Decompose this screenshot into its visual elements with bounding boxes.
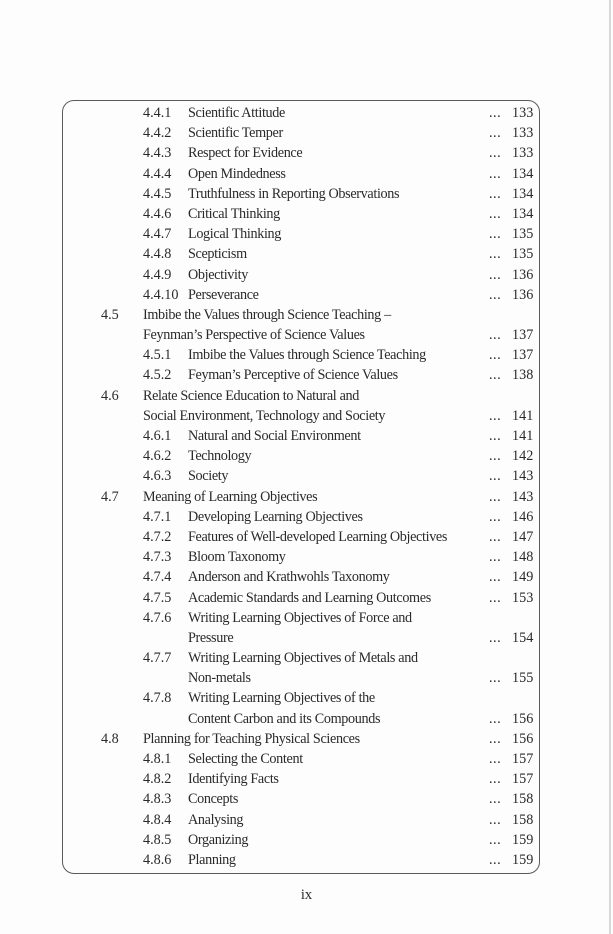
page-reference: 134: [512, 165, 534, 182]
section-title: Critical Thinking: [188, 205, 280, 222]
section-number: 4.4.2: [143, 125, 172, 142]
dot-leader: ...: [489, 670, 502, 687]
section-title: Technology: [188, 448, 252, 465]
section-number: 4.7.6: [143, 609, 172, 626]
toc-entry: [0, 386, 613, 406]
toc-entry: [0, 325, 613, 345]
section-title: Scientific Attitude: [188, 105, 285, 121]
dot-leader: ...: [489, 367, 502, 384]
section-number: 4.4.6: [143, 205, 172, 222]
page-reference: 135: [512, 226, 534, 243]
dot-leader: ...: [489, 145, 502, 162]
section-title: Social Environment, Technology and Society: [143, 407, 386, 424]
section-number: 4.7.5: [143, 589, 172, 606]
toc-entry: [0, 305, 613, 325]
section-title: Feyman’s Perceptive of Science Values: [188, 367, 398, 384]
section-title: Selecting the Content: [188, 751, 303, 767]
section-number: 4.7.1: [143, 508, 172, 525]
toc-entry: [0, 850, 613, 870]
section-title: Society: [188, 468, 229, 485]
dot-leader: ...: [489, 246, 502, 263]
page-reference: 133: [512, 145, 534, 162]
toc-entry: [0, 204, 613, 224]
toc-entry: [0, 224, 613, 244]
toc-entry: [0, 527, 613, 547]
toc-entry: [0, 688, 613, 708]
dot-leader: ...: [489, 549, 502, 566]
toc-entry: [0, 567, 613, 587]
dot-leader: ...: [489, 286, 502, 303]
section-title: Meaning of Learning Objectives: [143, 488, 318, 505]
page-reference: 153: [512, 589, 534, 606]
toc-entry: [0, 668, 613, 688]
section-title: Imbibe the Values through Science Teaching –: [143, 306, 391, 323]
dot-leader: ...: [489, 327, 502, 344]
dot-leader: ...: [489, 569, 502, 586]
section-number: 4.4.1: [143, 105, 172, 121]
section-title: Logical Thinking: [188, 226, 282, 243]
toc-entry: [0, 789, 613, 809]
section-title: Developing Learning Objectives: [188, 508, 363, 525]
dot-leader: ...: [489, 629, 502, 646]
dot-leader: ...: [489, 528, 502, 545]
section-title: Imbibe the Values through Science Teaching: [188, 347, 426, 364]
section-number: 4.4.3: [143, 145, 172, 162]
toc-entry: [0, 810, 613, 830]
section-number: 4.6.3: [143, 468, 172, 485]
toc-entry: [0, 830, 613, 850]
page-number-footer: ix: [300, 887, 313, 903]
section-title: Relate Science Education to Natural and: [143, 387, 360, 404]
toc-entry: [0, 709, 613, 729]
page-reference: 138: [512, 367, 534, 384]
section-number: 4.5.2: [143, 367, 172, 384]
section-number: 4.8.5: [143, 831, 172, 848]
toc-entry: [0, 487, 613, 507]
page-reference: 158: [512, 791, 534, 808]
page-reference: 143: [512, 468, 534, 485]
section-title: Writing Learning Objectives of the: [188, 690, 375, 707]
toc-entry: [0, 466, 613, 486]
page-reference: 154: [512, 629, 534, 646]
toc-entry: [0, 769, 613, 789]
section-title: Planning: [188, 851, 236, 868]
dot-leader: ...: [489, 407, 502, 424]
page-reference: 146: [512, 508, 534, 525]
page-reference: 149: [512, 569, 534, 586]
dot-leader: ...: [489, 811, 502, 828]
toc-entry: [0, 628, 613, 648]
section-number: 4.5.1: [143, 347, 172, 364]
section-title: Planning for Teaching Physical Sciences: [143, 730, 360, 747]
section-number: 4.7.4: [143, 569, 172, 586]
section-title: Organizing: [188, 831, 249, 848]
section-number: 4.6.1: [143, 428, 172, 444]
page-reference: 137: [512, 347, 534, 364]
dot-leader: ...: [489, 226, 502, 243]
section-number: 4.4.8: [143, 246, 172, 263]
toc-entry: [0, 446, 613, 466]
dot-leader: ...: [489, 125, 502, 142]
toc-entry: [0, 184, 613, 204]
section-number: 4.7.3: [143, 549, 172, 566]
section-number: 4.4.7: [143, 226, 172, 243]
section-title: Feynman’s Perspective of Science Values: [143, 327, 365, 344]
dot-leader: ...: [489, 831, 502, 848]
toc-entry: [0, 365, 613, 385]
dot-leader: ...: [489, 468, 502, 485]
dot-leader: ...: [489, 751, 502, 767]
section-number: 4.8.1: [143, 751, 172, 767]
toc-entry: [0, 648, 613, 668]
toc-entry: [0, 285, 613, 305]
page-reference: 141: [512, 407, 534, 424]
section-title: Non-metals: [188, 670, 251, 687]
dot-leader: ...: [489, 205, 502, 222]
page-reference: 159: [512, 831, 534, 848]
page-reference: 147: [512, 528, 534, 545]
dot-leader: ...: [489, 165, 502, 182]
section-number: 4.8.4: [143, 811, 172, 828]
section-number: 4.8: [101, 730, 119, 747]
toc-entry: [0, 143, 613, 163]
section-title: Perseverance: [188, 286, 259, 303]
page-reference: 156: [512, 710, 534, 727]
section-title: Natural and Social Environment: [188, 428, 361, 444]
toc-entry: [0, 265, 613, 285]
section-title: Pressure: [188, 629, 234, 646]
page-reference: 135: [512, 246, 534, 263]
dot-leader: ...: [489, 851, 502, 868]
toc-entry: [0, 244, 613, 264]
page-reference: 134: [512, 205, 534, 222]
page-reference: 148: [512, 549, 534, 566]
page-reference: 159: [512, 851, 534, 868]
section-title: Respect for Evidence: [188, 145, 303, 162]
section-number: 4.6.2: [143, 448, 172, 465]
toc-entry: [0, 345, 613, 365]
section-title: Concepts: [188, 791, 239, 808]
section-number: 4.4.9: [143, 266, 172, 283]
dot-leader: ...: [489, 730, 502, 747]
section-title: Scientific Temper: [188, 125, 283, 142]
section-title: Writing Learning Objectives of Metals and: [188, 650, 418, 667]
dot-leader: ...: [489, 791, 502, 808]
section-title: Bloom Taxonomy: [188, 549, 286, 566]
dot-leader: ...: [489, 347, 502, 364]
section-number: 4.7.8: [143, 690, 172, 707]
page-reference: 156: [512, 730, 534, 747]
section-number: 4.7.2: [143, 528, 172, 545]
table-of-contents: [0, 103, 613, 870]
section-title: Features of Well-developed Learning Objectives: [188, 528, 448, 545]
section-number: 4.4.4: [143, 165, 172, 182]
dot-leader: ...: [489, 488, 502, 505]
section-title: Truthfulness in Reporting Observations: [188, 185, 400, 202]
dot-leader: ...: [489, 589, 502, 606]
toc-entry: [0, 426, 613, 446]
page-reference: 134: [512, 185, 534, 202]
section-title: Open Mindedness: [188, 165, 286, 182]
section-title: Content Carbon and its Compounds: [188, 710, 381, 727]
toc-entry: [0, 729, 613, 749]
page-reference: 136: [512, 286, 534, 303]
page-reference: 143: [512, 488, 534, 505]
section-number: 4.8.3: [143, 791, 172, 808]
toc-entry: [0, 123, 613, 143]
dot-leader: ...: [489, 508, 502, 525]
dot-leader: ...: [489, 266, 502, 283]
page-reference: 142: [512, 448, 534, 465]
page-reference: 133: [512, 125, 534, 142]
page-reference: 136: [512, 266, 534, 283]
toc-entry: [0, 588, 613, 608]
dot-leader: ...: [489, 105, 502, 121]
section-number: 4.4.5: [143, 185, 172, 202]
page-reference: 133: [512, 105, 534, 121]
toc-entry: [0, 406, 613, 426]
dot-leader: ...: [489, 771, 502, 788]
page-reference: 157: [512, 771, 534, 788]
toc-entry: [0, 608, 613, 628]
section-number: 4.8.6: [143, 851, 172, 868]
toc-entry: [0, 103, 613, 123]
toc-entry: [0, 749, 613, 769]
page-reference: 141: [512, 428, 534, 444]
section-title: Analysing: [188, 811, 244, 828]
page-reference: 155: [512, 670, 534, 687]
section-number: 4.4.10: [143, 286, 179, 303]
dot-leader: ...: [489, 428, 502, 444]
section-title: Writing Learning Objectives of Force and: [188, 609, 412, 626]
section-number: 4.5: [101, 306, 119, 323]
section-number: 4.7.7: [143, 650, 172, 667]
section-number: 4.6: [101, 387, 119, 404]
section-title: Identifying Facts: [188, 771, 279, 788]
page-reference: 158: [512, 811, 534, 828]
toc-entry: [0, 507, 613, 527]
section-number: 4.7: [101, 488, 119, 505]
page-reference: 157: [512, 751, 534, 767]
dot-leader: ...: [489, 448, 502, 465]
dot-leader: ...: [489, 185, 502, 202]
section-title: Scepticism: [188, 246, 247, 263]
section-number: 4.8.2: [143, 771, 172, 788]
dot-leader: ...: [489, 710, 502, 727]
toc-entry: [0, 547, 613, 567]
section-title: Objectivity: [188, 266, 248, 283]
section-title: Anderson and Krathwohls Taxonomy: [188, 569, 390, 586]
section-title: Academic Standards and Learning Outcomes: [188, 589, 431, 606]
page-reference: 137: [512, 327, 534, 344]
toc-entry: [0, 164, 613, 184]
